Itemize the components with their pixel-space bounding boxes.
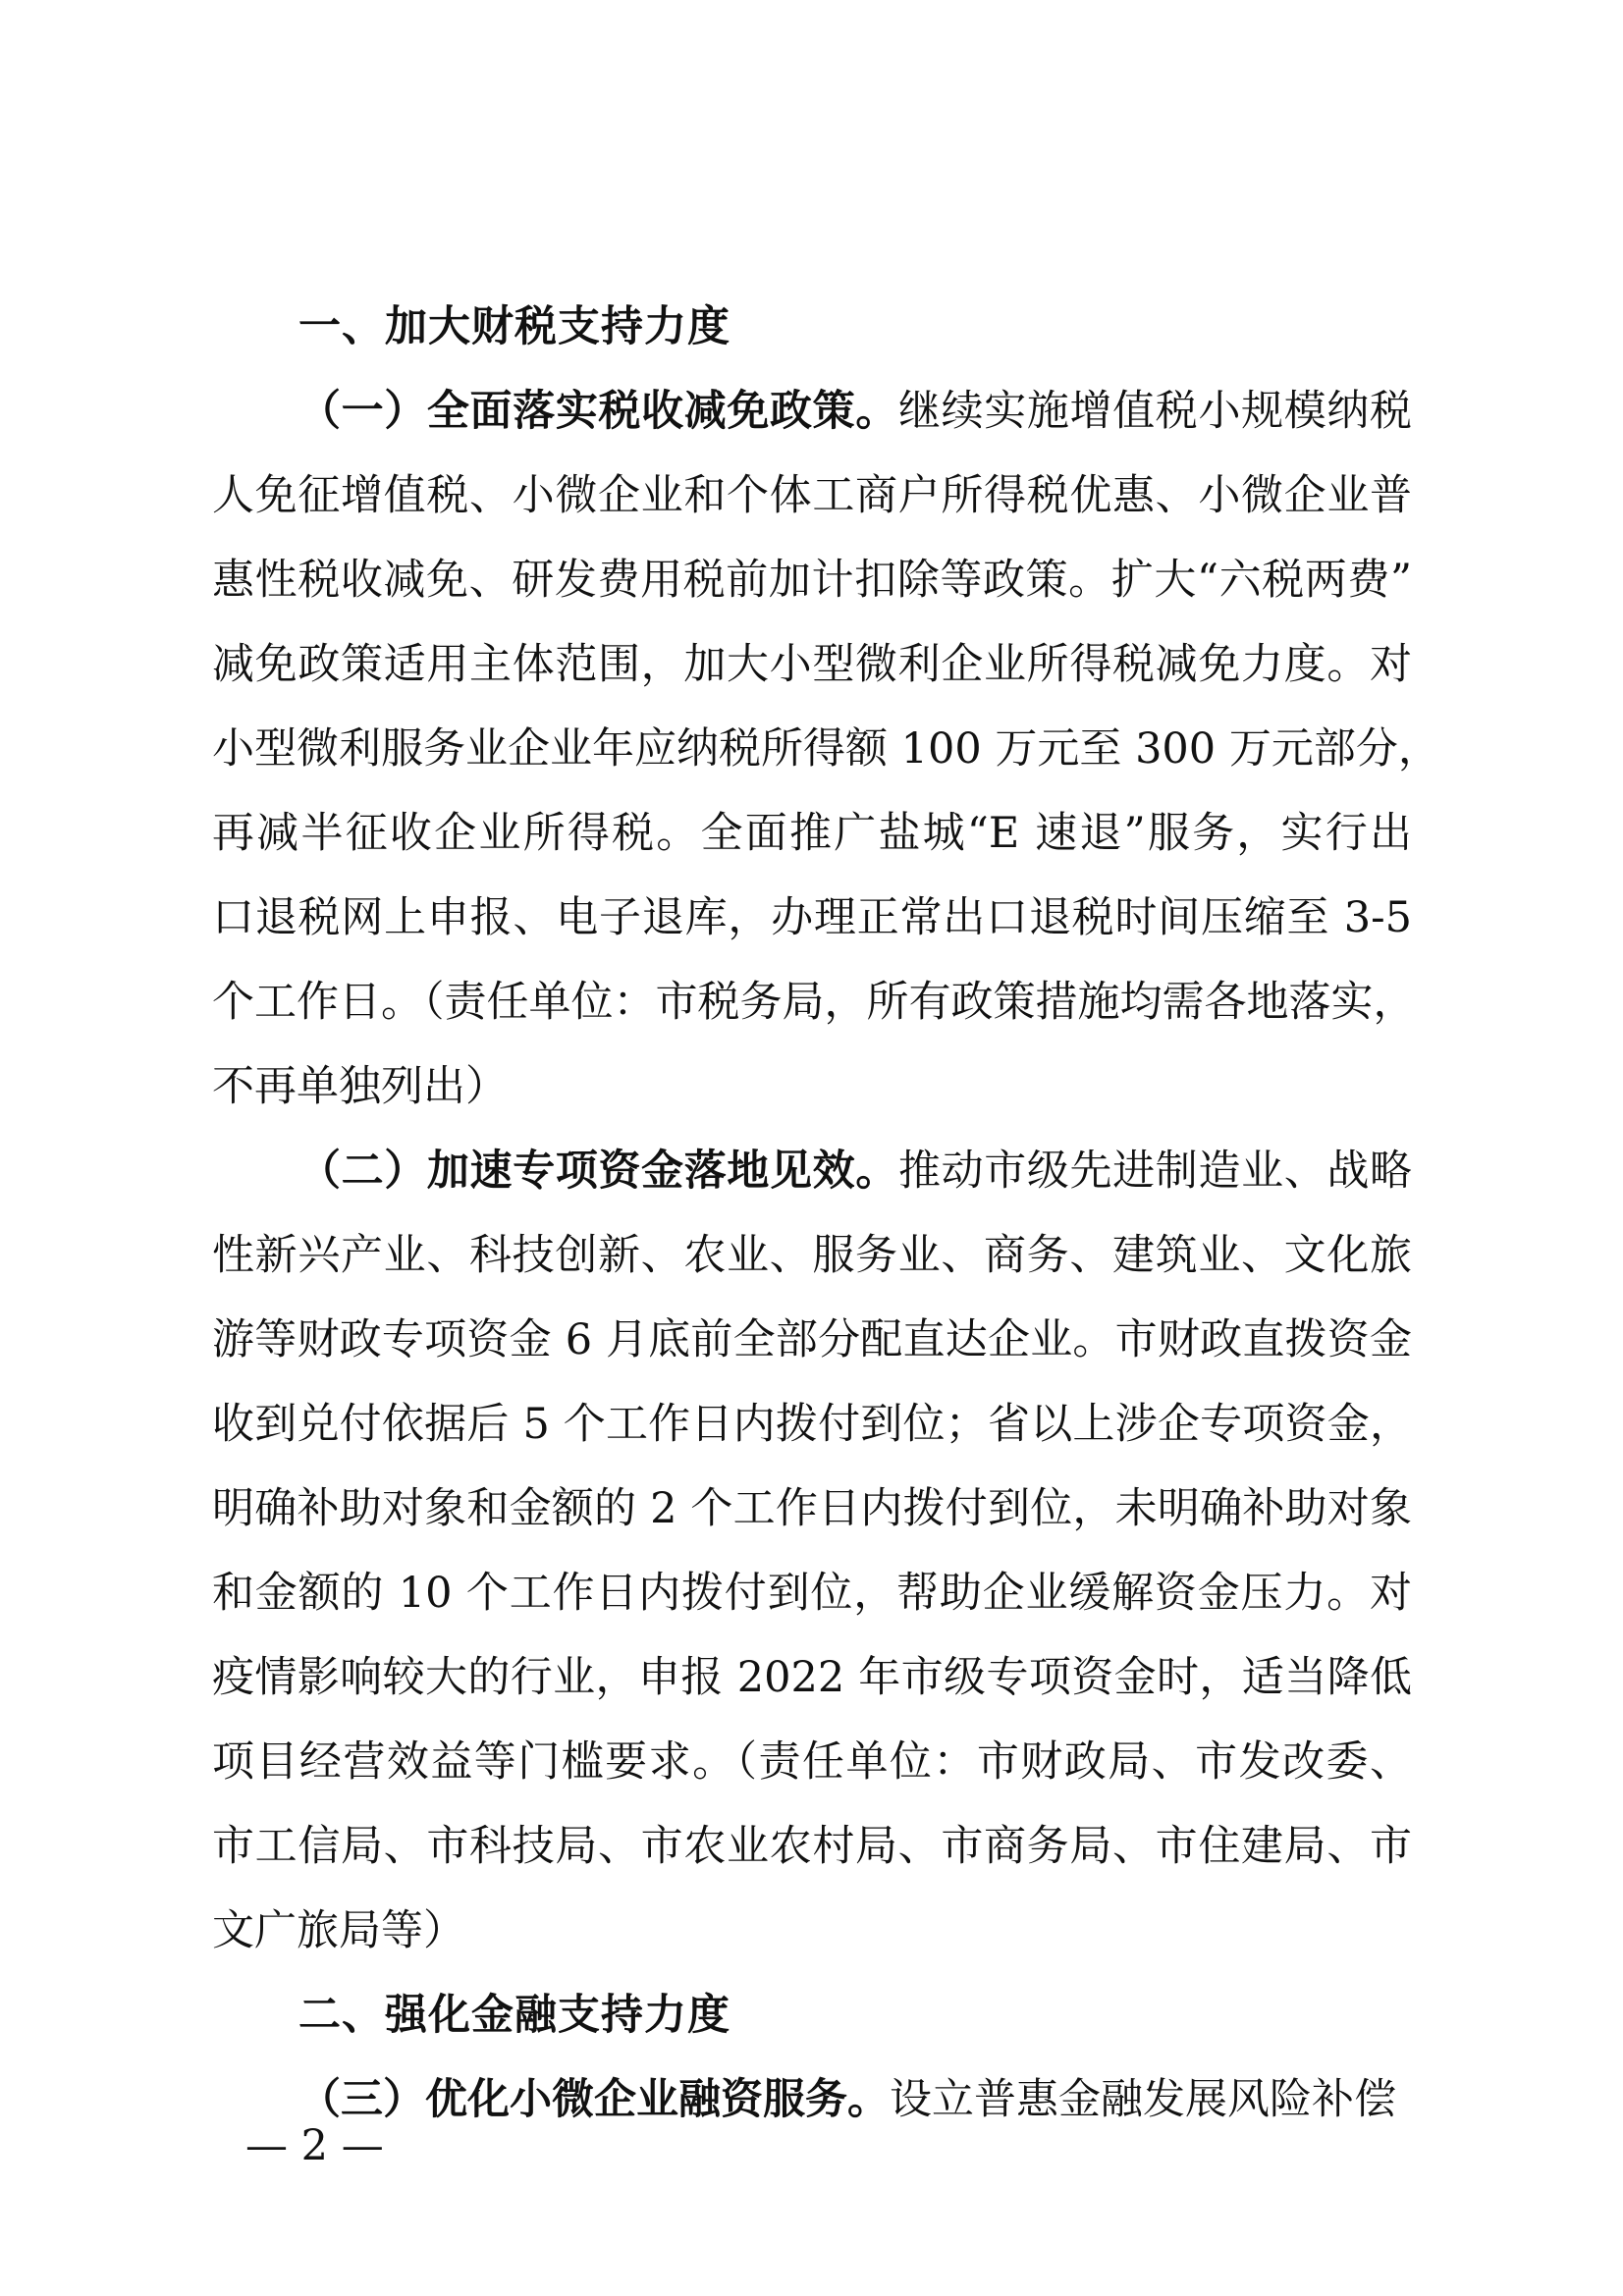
document-body — [212, 285, 1440, 2142]
paragraph-line: 再减半征收企业所得税。全面推广盐城“E 速退”服务，实行出 — [212, 809, 1412, 858]
paragraph-line: 减免政策适用主体范围，加大小型微利企业所得税减免力度。对 — [212, 640, 1412, 689]
paragraph-line: 疫情影响较大的行业，申报 2022 年市级专项资金时，适当降低 — [212, 1653, 1412, 1702]
section-heading-1: 一、加大财税支持力度 — [298, 302, 730, 351]
paragraph-line: 项目经营效益等门槛要求。（责任单位：市财政局、市发改委、 — [212, 1737, 1412, 1787]
paragraph-line: 小型微利服务业企业年应纳税所得额 100 万元至 300 万元部分， — [212, 724, 1440, 774]
paragraph-line: 明确补助对象和金额的 2 个工作日内拨付到位，未明确补助对象 — [212, 1484, 1412, 1533]
paragraph-line: 不再单独列出） — [212, 1062, 508, 1111]
paragraph-lead-title: （一）全面落实税收减免政策。 — [298, 387, 898, 436]
paragraph-lead-title: （二）加速专项资金落地见效。 — [298, 1147, 898, 1196]
paragraph-line: 和金额的 10 个工作日内拨付到位，帮助企业缓解资金压力。对 — [212, 1569, 1412, 1618]
paragraph-line-text: 继续实施增值税小规模纳税 — [897, 387, 1413, 436]
paragraph-3 — [212, 2057, 1412, 2142]
paragraph-line: 收到兑付依据后 5 个工作日内拨付到位；省以上涉企专项资金， — [212, 1400, 1412, 1449]
page-number: — 2 — — [245, 2121, 384, 2170]
paragraph-2 — [212, 1129, 1412, 1973]
paragraph-lead-title: （三）优化小微企业融资服务。 — [298, 2075, 890, 2124]
paragraph-line: 文广旅局等） — [212, 1906, 465, 1955]
paragraph-line: 市工信局、市科技局、市农业农村局、市商务局、市住建局、市 — [212, 1822, 1412, 1871]
section-heading-2: 二、强化金融支持力度 — [298, 1991, 730, 2040]
paragraph-line: 人免征增值税、小微企业和个体工商户所得税优惠、小微企业普 — [212, 471, 1412, 520]
paragraph-line — [212, 1129, 1412, 1213]
paragraph-line — [212, 2057, 1412, 2142]
paragraph-line: 口退税网上申报、电子退库，办理正常出口退税时间压缩至 3-5 — [212, 893, 1412, 942]
paragraph-line: 性新兴产业、科技创新、农业、服务业、商务、建筑业、文化旅 — [212, 1231, 1412, 1280]
paragraph-line: 个工作日。（责任单位：市税务局，所有政策措施均需各地落实， — [212, 978, 1416, 1027]
paragraph-line: 惠性税收减免、研发费用税前加计扣除等政策。扩大“六税两费” — [212, 556, 1412, 605]
paragraph-line: 游等财政专项资金 6 月底前全部分配直达企业。市财政直拨资金 — [212, 1315, 1412, 1364]
paragraph-line-text: 设立普惠金融发展风险补偿 — [890, 2075, 1396, 2124]
paragraph-line — [212, 369, 1412, 454]
paragraph-line-text: 推动市级先进制造业、战略 — [897, 1147, 1413, 1196]
paragraph-1 — [212, 369, 1440, 1129]
